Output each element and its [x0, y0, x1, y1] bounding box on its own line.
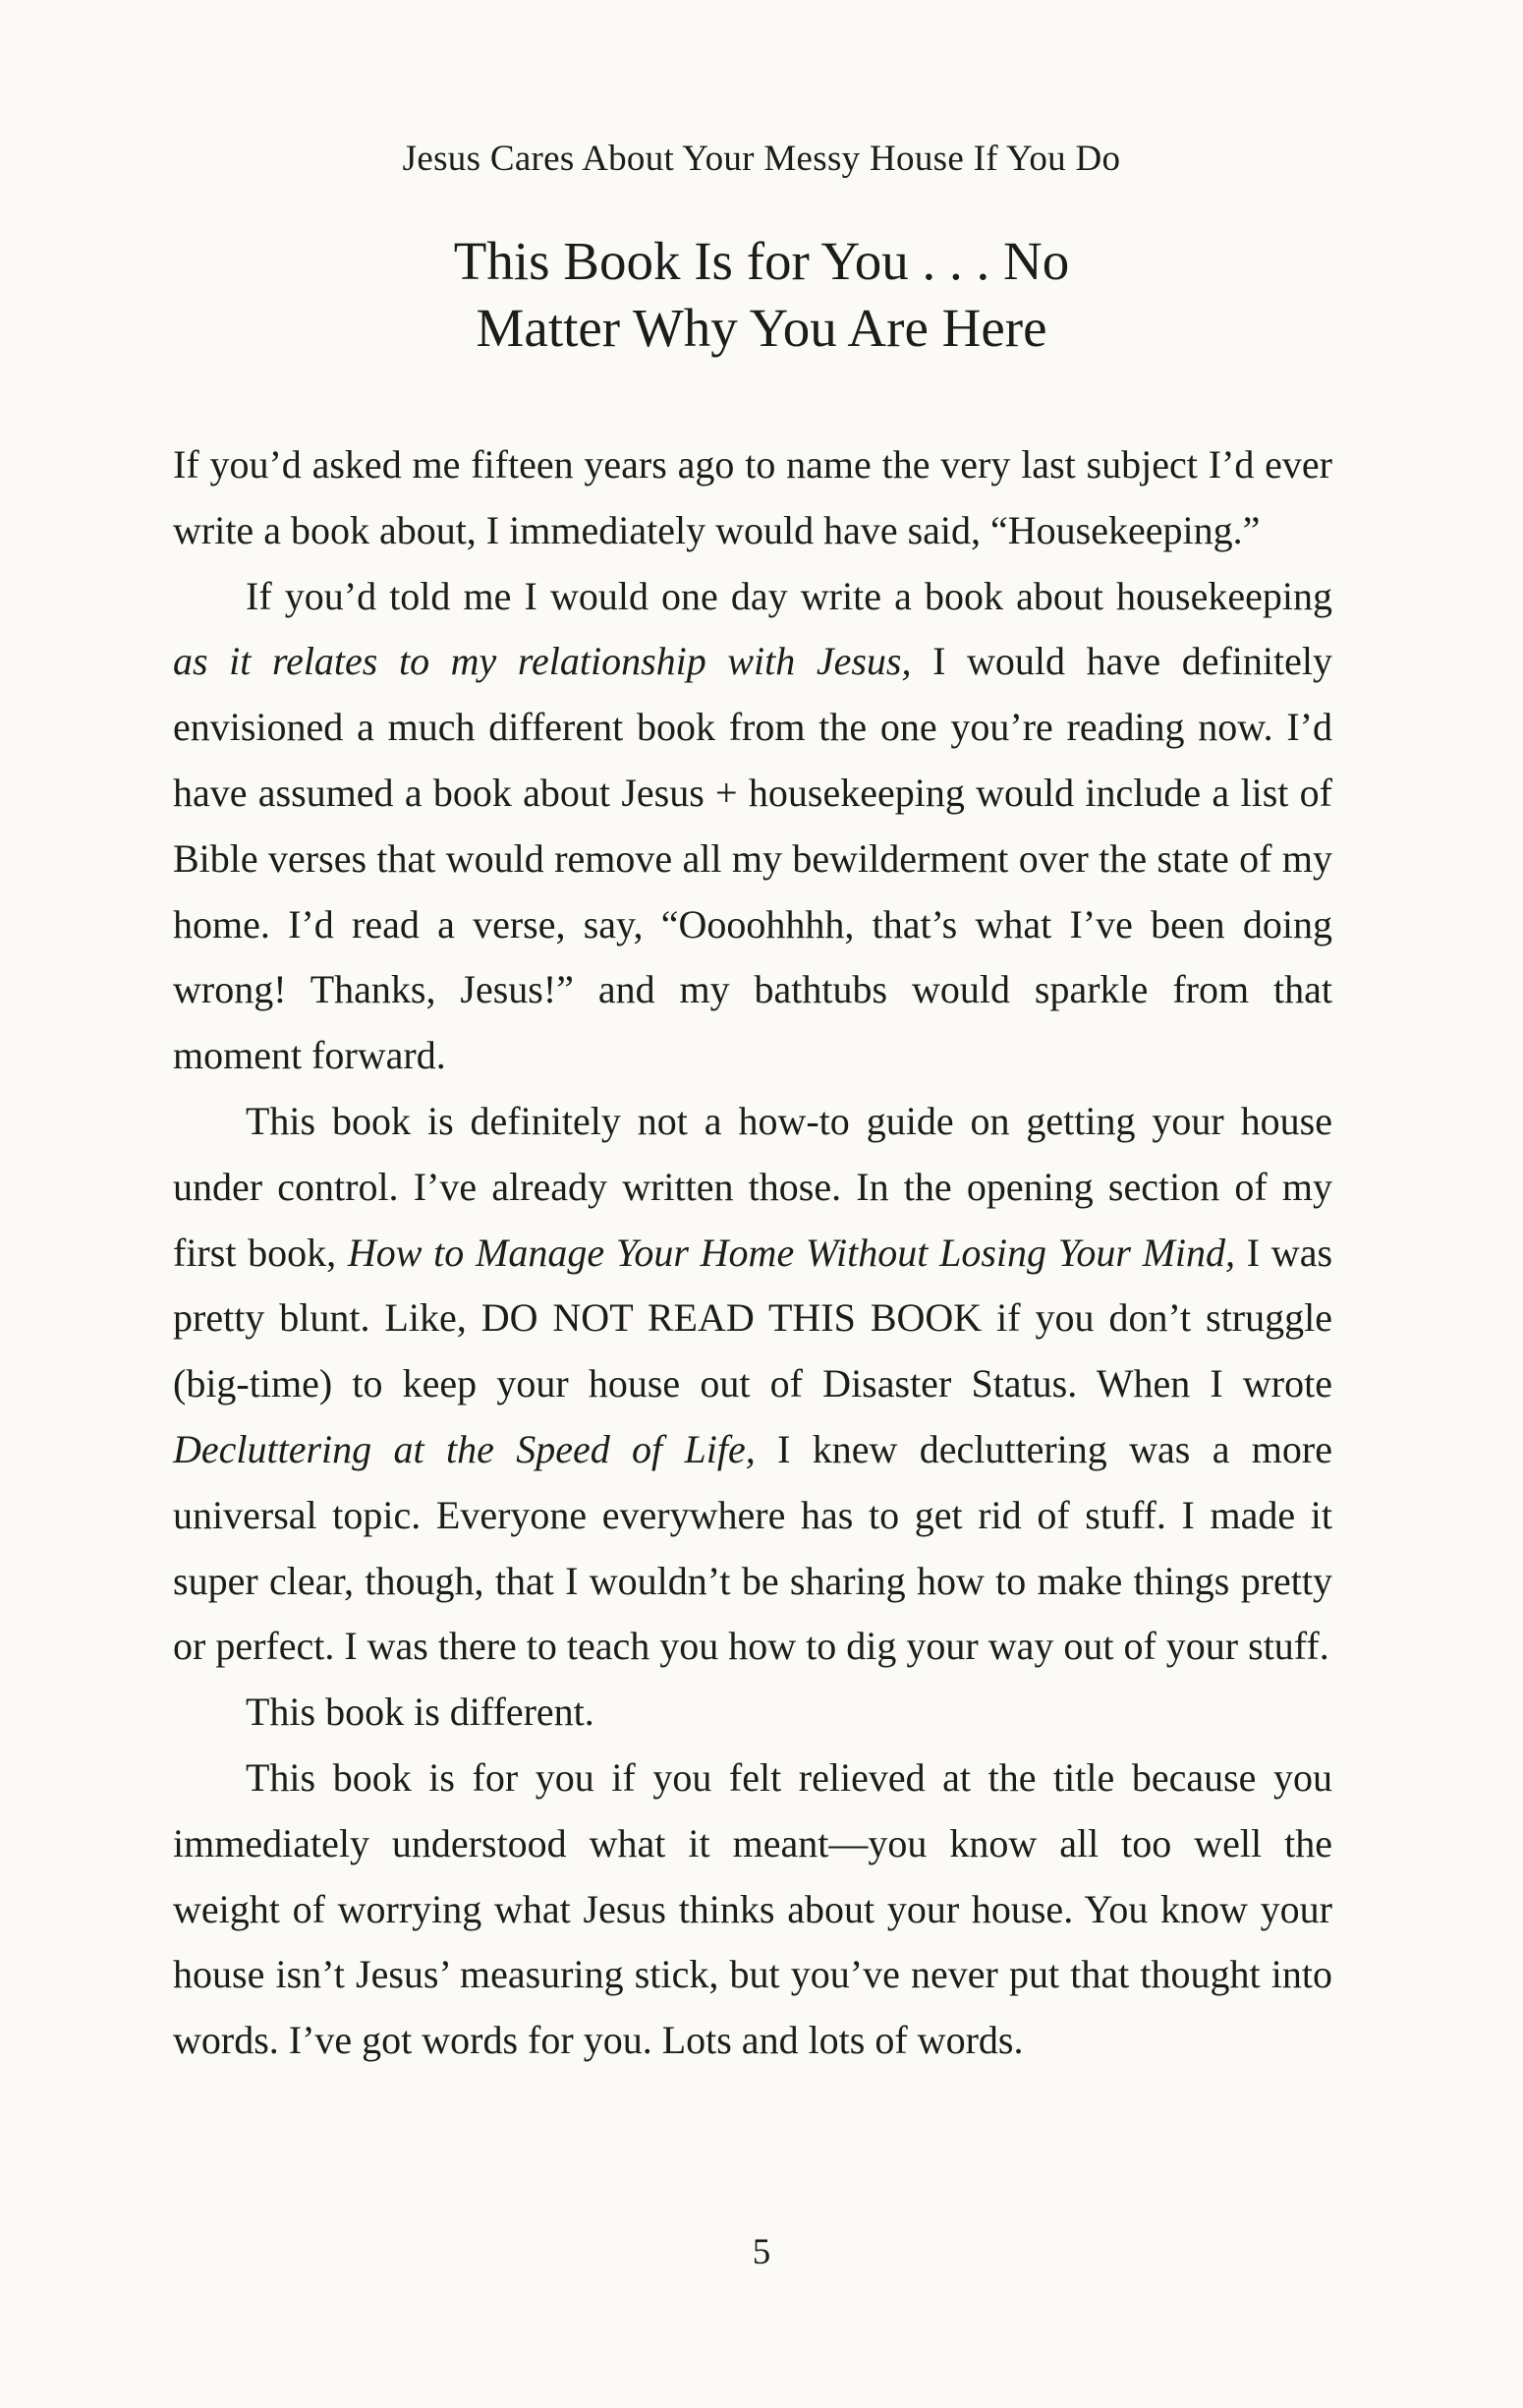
paragraph-1 — [173, 432, 1332, 564]
book-title-emphasis: How to Manage Your Home Without Losing Your Mind, — [347, 1230, 1236, 1275]
paragraph-3 — [173, 1089, 1332, 1680]
paragraph-text: I knew decluttering was a more universal topic. Everyone everywhere has to get rid of stuff. I made it super clear, though, that I wouldn’t be sharing how to make things pretty or perfect. I was there to teach you how to dig your way out of your stuff. — [173, 1426, 1332, 1669]
paragraph-text: This book is for you if you felt relieved at the title because you immediately understood what it meant—you know all too well the weight of worrying what Jesus thinks about your house. You know your house isn’t Jesus’ measuring stick, but you’ve never put that thought into words. I’ve got words for you. Lots and lots of words. — [173, 1754, 1332, 2063]
paragraph-4 — [173, 1680, 1332, 1746]
paragraph-text: This book is definitely not a how-to guide on getting your house under control. I’ve already written those. In the opening section of my first book, — [173, 1098, 1332, 1275]
body-text — [173, 432, 1332, 2074]
page-number: 5 — [752, 2232, 771, 2272]
paragraph-2 — [173, 564, 1332, 1089]
chapter-title-line-2: Matter Why You Are Here — [476, 298, 1047, 358]
paragraph-emphasis: as it relates to my relationship with Jesus, — [173, 639, 912, 684]
paragraph-text: I was pretty blunt. Like, DO NOT READ THIS BOOK if you don’t struggle (big-time) to keep your house out of Disaster Status. When I wrote — [173, 1230, 1333, 1406]
paragraph-text: If you’d asked me fifteen years ago to name the very last subject I’d ever write a book about, I immediately would have said, “Housekeeping.” — [173, 442, 1332, 552]
running-head: Jesus Cares About Your Messy House If You Do — [402, 139, 1121, 179]
paragraph-text: I would have definitely envisioned a much different book from the one you’re reading now. I’d have assumed a book about Jesus + housekeeping would include a list of Bible verses that would remove all my bewilderment over the state of my home. I’d read a verse, say, “Oooohhhh, that’s what I’ve been doing wrong! Thanks, Jesus!” and my bathtubs would sparkle from that moment forward. — [173, 639, 1332, 1078]
chapter-title-line-1: This Book Is for You . . . No — [453, 231, 1070, 291]
paragraph-5 — [173, 1746, 1332, 2074]
paragraph-text: This book is different. — [246, 1690, 594, 1735]
paragraph-text: If you’d told me I would one day write a book about housekeeping — [246, 573, 1332, 618]
book-title-emphasis: Decluttering at the Speed of Life, — [173, 1426, 756, 1471]
chapter-title — [0, 228, 1523, 362]
